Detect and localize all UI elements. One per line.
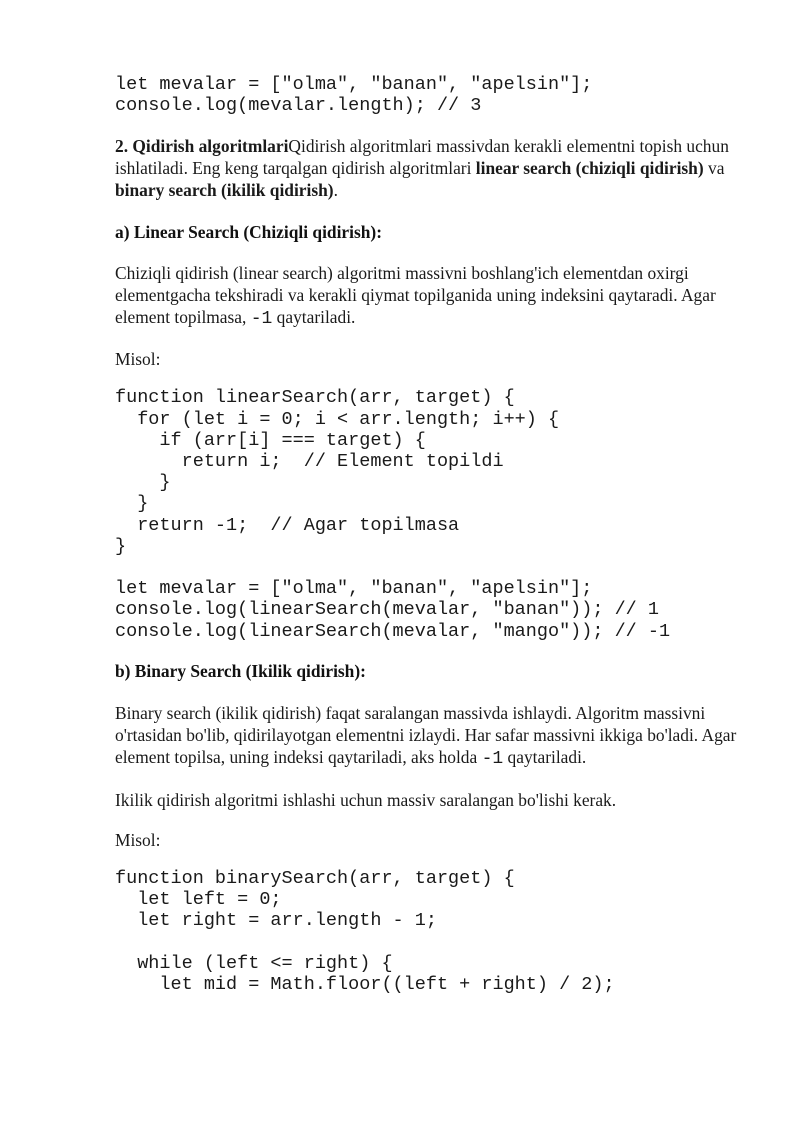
binary-desc-part2: qaytariladi. — [503, 746, 587, 767]
linear-search-description — [115, 262, 750, 330]
binary-sorted-note: Ikilik qidirish algoritmi ishlashi uchun massiv saralangan bo'lishi kerak. — [115, 789, 617, 810]
linear-desc-part2: qaytariladi. — [272, 307, 356, 328]
linear-example-label: Misol: — [115, 349, 161, 370]
linear-desc-code: -1 — [250, 309, 273, 330]
code-block-array-length: let mevalar = ["olma", "banan", "apelsin"]; console.log(mevalar.length); // 3 — [115, 74, 593, 117]
binary-desc-part1: Binary search (ikilik qidirish) faqat saralangan massivda ishlaydi. Algoritm massivni o'rtasidan bo'lib, qidirilayotgan elementni izlaydi. Har safar massivni ikkiga bo'ladi. Agar element topilsa, uning indeksi qaytariladi, aks holda — [115, 702, 737, 767]
binary-search-bold: binary search (ikilik qidirish) — [115, 180, 334, 201]
binary-desc-code: -1 — [481, 748, 504, 769]
binary-example-label: Misol: — [115, 829, 161, 850]
section-2-title: 2. Qidirish algoritmlari — [115, 136, 289, 157]
code-block-binary-search: function binarySearch(arr, target) { let left = 0; let right = arr.length - 1; while (left <= right) { let mid = Math.floor((left + right) / 2); — [115, 867, 615, 995]
linear-desc-part1: Chiziqli qidirish (linear search) algoritmi massivni boshlang'ich elementdan oxirgi elementgacha tekshiradi va kerakli qiymat topilganida uning indeksini qaytaradi. Agar element topilmasa, — [115, 263, 716, 328]
linear-search-heading: a) Linear Search (Chiziqli qidirish): — [115, 222, 382, 243]
period: . — [333, 180, 338, 201]
document-page — [115, 70, 745, 995]
linear-search-bold: linear search (chiziqli qidirish) — [475, 158, 704, 179]
and-word: va — [703, 158, 725, 179]
binary-search-description — [115, 702, 737, 770]
section-2-paragraph — [115, 135, 740, 201]
binary-search-heading: b) Binary Search (Ikilik qidirish): — [115, 660, 366, 681]
section-2-intro: Qidirish algoritmlari massivdan kerakli elementni topish uchun ishlatiladi. Eng keng tarqalgan qidirish algoritmlari — [115, 136, 729, 179]
code-block-linear-search: function linearSearch(arr, target) { for (let i = 0; i < arr.length; i++) { if (arr[i] === target) { return i; // Element topildi } } return -1; // Agar topilmasa } let mevalar = ["olma", "banan", "apelsin"]; console.log(linearSearch(mevalar, "banan")); // 1 console.log(linearSearch(mevalar, "mango")); // -1 — [115, 387, 671, 642]
